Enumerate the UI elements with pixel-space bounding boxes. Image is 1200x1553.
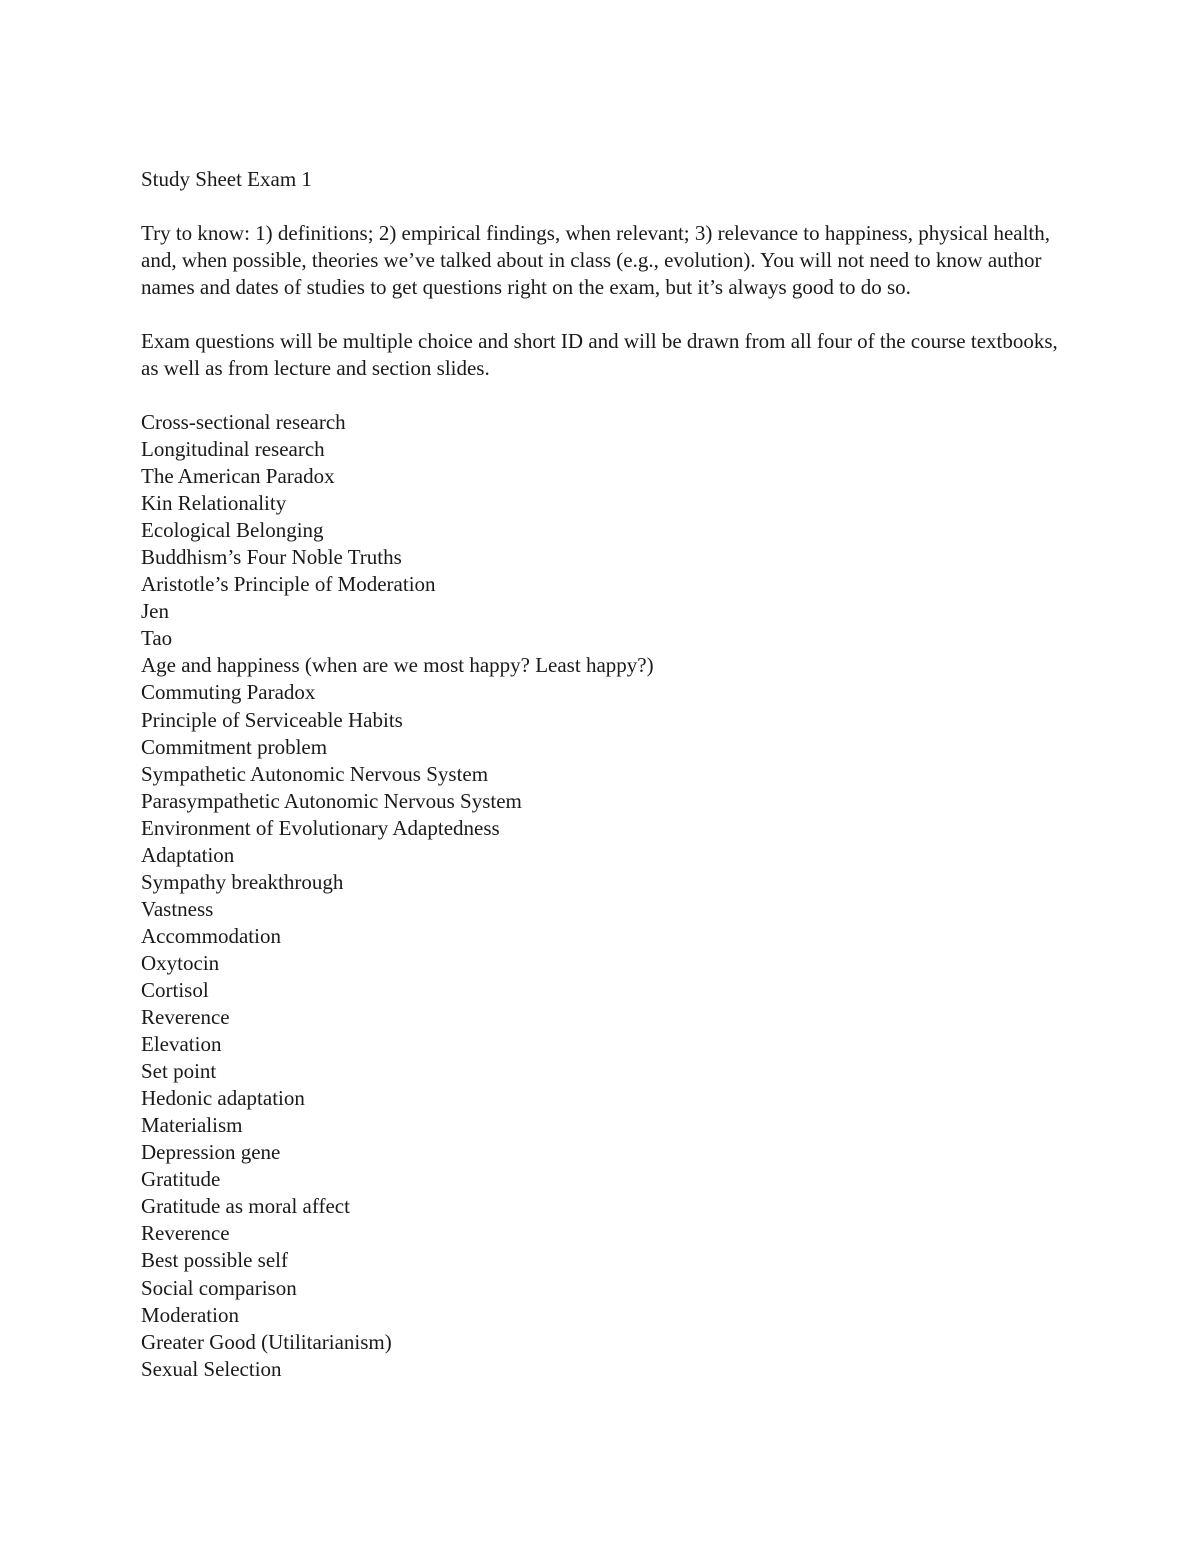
term-item: Vastness <box>141 896 214 921</box>
term-item: Commitment problem <box>141 734 328 759</box>
term-item: Longitudinal research <box>141 437 325 462</box>
term-item: Adaptation <box>141 842 235 867</box>
term-item: Cross-sectional research <box>141 410 346 434</box>
term-item: Cortisol <box>141 977 209 1002</box>
term-item: Social comparison <box>141 1275 297 1300</box>
term-item: Sympathetic Autonomic Nervous System <box>141 761 489 786</box>
term-item: Gratitude <box>141 1167 221 1192</box>
term-item: Moderation <box>141 1302 239 1327</box>
term-item: Hedonic adaptation <box>141 1086 305 1111</box>
term-item: Greater Good (Utilitarianism) <box>141 1329 392 1354</box>
term-item: Aristotle’s Principle of Moderation <box>141 572 436 597</box>
term-item: Environment of Evolutionary Adaptedness <box>141 815 500 840</box>
term-item: Gratitude as moral affect <box>141 1194 350 1219</box>
term-item: Principle of Serviceable Habits <box>141 707 403 732</box>
term-item: The American Paradox <box>141 464 335 489</box>
term-item: Commuting Paradox <box>141 680 316 705</box>
instructions-paragraph: Try to know: 1) definitions; 2) empirical findings, when relevant; 3) relevance to happiness, physical health, and, when possible, theories we’ve talked about in class (e.g., evolution). You will not need to know author names and dates of studies to get questions right on the exam, but it’s always good to do so. <box>141 221 1051 299</box>
term-item: Ecological Belonging <box>141 518 324 543</box>
term-item: Accommodation <box>141 923 281 948</box>
term-item: Oxytocin <box>141 950 220 975</box>
term-item: Kin Relationality <box>141 491 287 516</box>
terms-list <box>141 409 1061 1383</box>
term-item: Parasympathetic Autonomic Nervous System <box>141 788 522 813</box>
exam-format-paragraph: Exam questions will be multiple choice and short ID and will be drawn from all four of the course textbooks, as well as from lecture and section slides. <box>141 329 1058 380</box>
term-item: Materialism <box>141 1113 243 1138</box>
term-item: Reverence <box>141 1221 230 1246</box>
term-item: Sexual Selection <box>141 1356 282 1381</box>
term-item: Sympathy breakthrough <box>141 869 344 894</box>
term-item: Jen <box>141 599 169 624</box>
term-item: Tao <box>141 626 173 651</box>
document-title: Study Sheet Exam 1 <box>141 167 312 191</box>
term-item: Buddhism’s Four Noble Truths <box>141 545 402 570</box>
term-item: Set point <box>141 1059 217 1084</box>
term-item: Age and happiness (when are we most happy? Least happy?) <box>141 653 654 678</box>
term-item: Depression gene <box>141 1140 281 1165</box>
term-item: Reverence <box>141 1005 230 1030</box>
term-item: Best possible self <box>141 1248 288 1273</box>
document-page <box>141 166 1061 1383</box>
term-item: Elevation <box>141 1032 222 1057</box>
